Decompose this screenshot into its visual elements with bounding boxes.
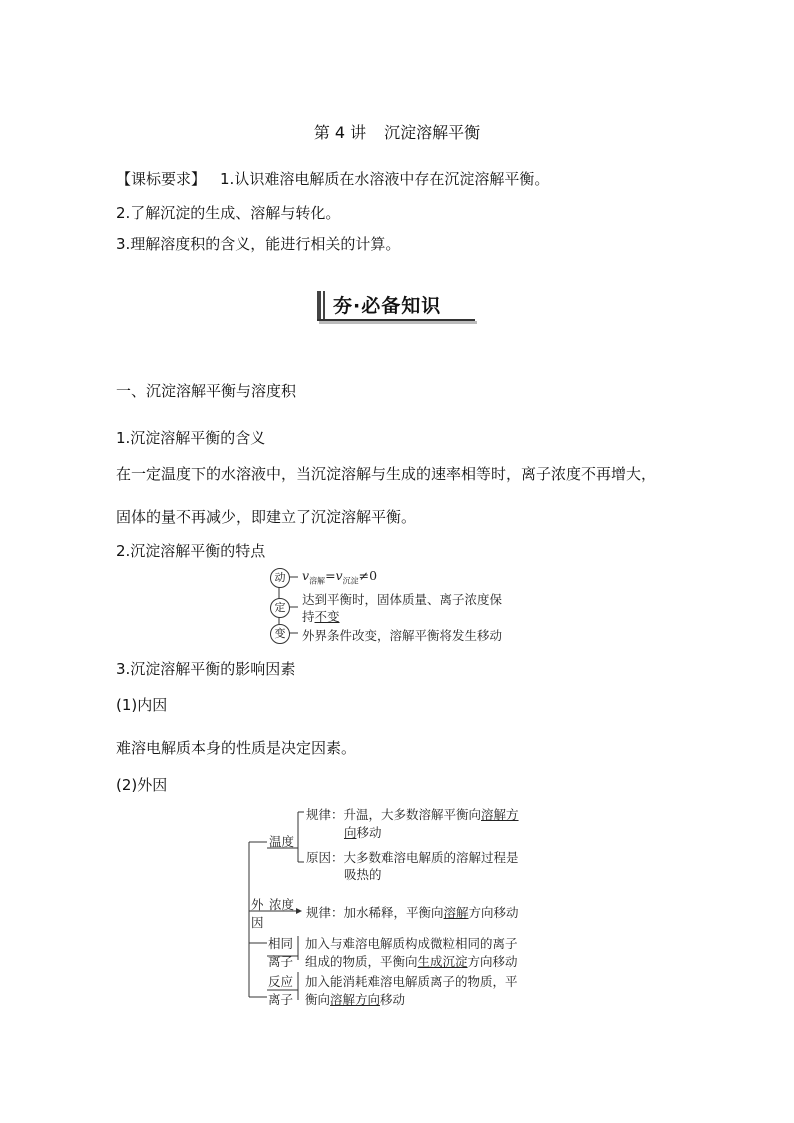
text-segment: 方向移动: [468, 905, 519, 920]
lesson-topic: 沉淀溶解平衡: [384, 123, 481, 142]
sub-heading-2: 2.沉淀溶解平衡的特点: [116, 542, 266, 560]
rate-symbol: v: [302, 568, 310, 583]
section-heading: 一、沉淀溶解平衡与溶度积: [116, 382, 297, 400]
internal-factor-text: 难溶电解质本身的性质是决定因素。: [116, 739, 357, 757]
root-char-2: 因: [251, 915, 264, 930]
rate-symbol: v: [335, 568, 343, 583]
not-equal-zero: ≠0: [358, 568, 378, 583]
lesson-number: 第 4 讲: [313, 123, 367, 142]
requirement-2: 2.了解沉淀的生成、溶解与转化。: [116, 204, 341, 222]
underlined-answer: 不变: [314, 609, 340, 624]
react-ion-label-1: 反应: [268, 974, 294, 989]
feature-fixed-line-1: 达到平衡时，固体质量、离子浓度保: [302, 592, 503, 607]
rate-subscript: 沉淀: [342, 576, 359, 586]
underlined-answer: 溶解: [443, 905, 469, 920]
definition-line-2: 固体的量不再减少，即建立了沉淀溶解平衡。: [116, 508, 417, 526]
same-ion-label-2: 离子: [268, 954, 294, 969]
external-factor-label: (2)外因: [116, 776, 168, 794]
underlined-answer: 溶解方: [481, 807, 519, 822]
text-segment: 规律：升温，大多数溶解平衡向: [306, 807, 482, 822]
react-ion-line-2: [305, 990, 405, 1008]
concentration-rule: [306, 903, 519, 921]
banner-text: 夯·必备知识: [333, 295, 442, 317]
text-segment: 衡向: [305, 992, 331, 1007]
text-segment: 方向移动: [467, 954, 518, 969]
text-segment: 持: [302, 609, 315, 624]
text-segment: 移动: [380, 992, 406, 1007]
text-segment: 移动: [356, 825, 382, 840]
concentration-label: 浓度: [269, 897, 295, 912]
definition-line-1: 在一定温度下的水溶液中，当沉淀溶解与生成的速率相等时，离子浓度不再增大，: [116, 465, 657, 483]
feature-change-text: 外界条件改变，溶解平衡将发生移动: [302, 628, 503, 643]
text-segment: 组成的物质，平衡向: [305, 954, 418, 969]
temperature-label: 温度: [269, 834, 295, 849]
temperature-reason-line-2: 吸热的: [344, 867, 382, 882]
react-ion-line-1: 加入能消耗难溶电解质离子的物质，平: [305, 974, 518, 989]
equals-sign: =: [325, 568, 336, 583]
same-ion-line-1: 加入与难溶电解质构成微粒相同的离子: [305, 936, 518, 951]
react-ion-label-2: 离子: [268, 992, 294, 1007]
temperature-reason-line-1: 原因：大多数难溶电解质的溶解过程是: [306, 850, 519, 865]
same-ion-line-2: [305, 952, 518, 970]
requirement-1: 1.认识难溶电解质在水溶液中存在沉淀溶解平衡。: [220, 170, 550, 188]
same-ion-label-1: 相同: [268, 936, 294, 951]
underlined-answer: 生成沉淀: [417, 954, 468, 969]
feature-dynamic-text: [302, 568, 377, 587]
underlined-answer: 向: [344, 825, 357, 840]
arrow-head-icon: [296, 908, 302, 914]
temperature-rule-line-1: [306, 805, 519, 823]
feature-circle-change: 变: [270, 624, 290, 644]
temperature-rule-line-2: [344, 823, 382, 841]
feature-fixed-line-2: [302, 607, 340, 625]
feature-circle-dynamic: 动: [270, 568, 290, 588]
sub-heading-1: 1.沉淀溶解平衡的含义: [116, 429, 266, 447]
text-segment: 规律：加水稀释，平衡向: [306, 905, 444, 920]
rate-subscript: 溶解: [309, 576, 326, 586]
root-char-1: 外: [251, 897, 264, 912]
feature-circle-fixed: 定: [270, 598, 290, 618]
underlined-answer: 溶解方向: [330, 992, 381, 1007]
requirement-3: 3.理解溶度积的含义，能进行相关的计算。: [116, 235, 401, 253]
requirements-label: 【课标要求】: [116, 170, 207, 188]
internal-factor-label: (1)内因: [116, 696, 168, 714]
sub-heading-3: 3.沉淀溶解平衡的影响因素: [116, 660, 296, 678]
